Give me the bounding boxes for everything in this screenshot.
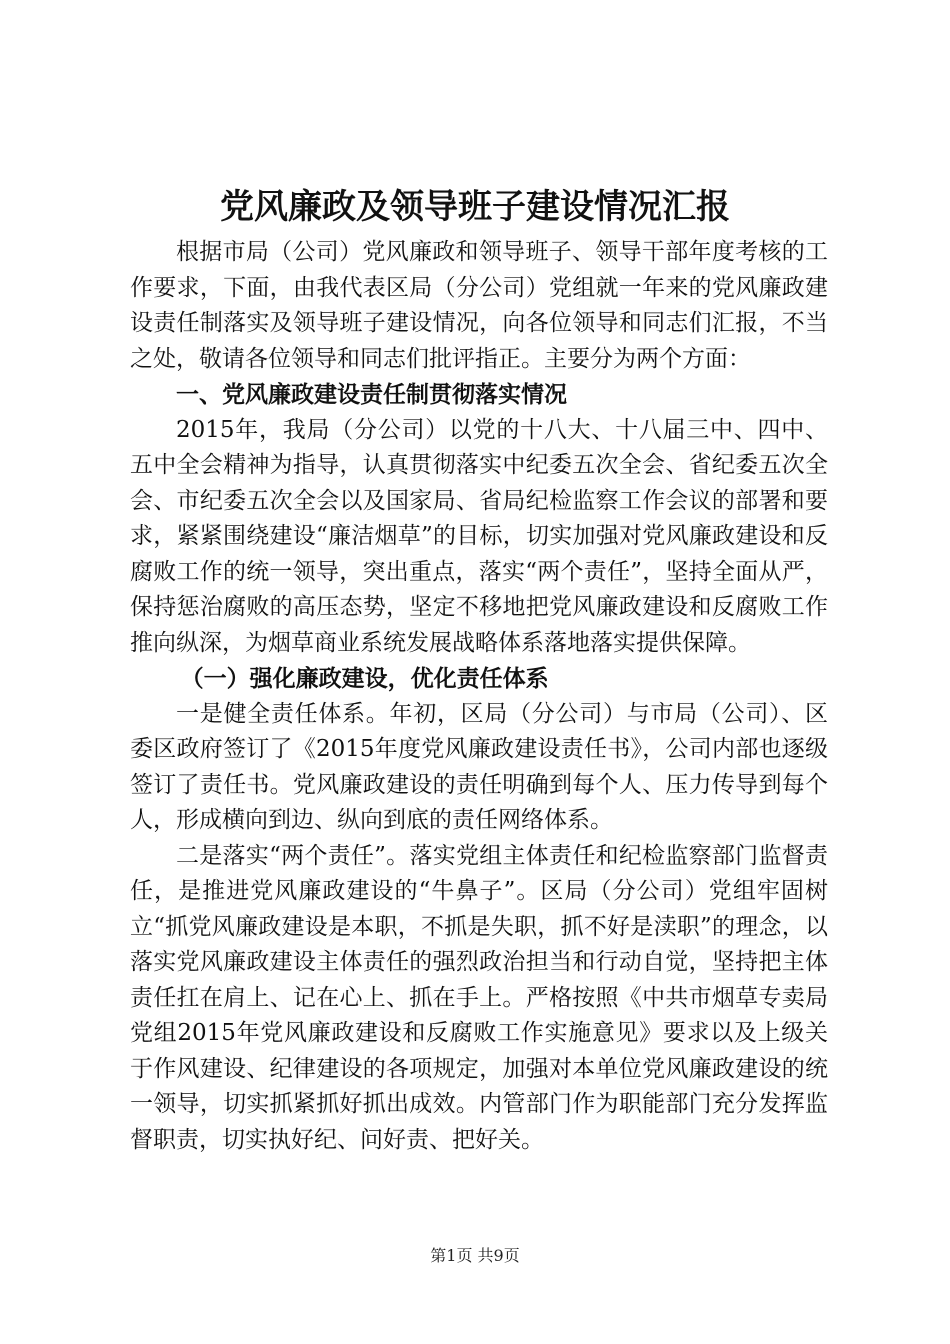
page-footer: 第1页 共9页 xyxy=(430,1246,520,1265)
document-title: 党风廉政及领导班子建设情况汇报 xyxy=(220,187,730,227)
item-one-paragraph: 一是健全责任体系。年初，区局（分公司）与市局（公司）、区委区政府签订了《2015年度党风廉政建设责任书》，公司内部也逐级签订了责任书。党风廉政建设的责任明确到每个人、压力传导到每个人，形成横向到边、纵向到底的责任网络体系。 xyxy=(130,700,828,833)
section-heading-1: 一、党风廉政建设责任制贯彻落实情况 xyxy=(176,381,567,408)
document-body xyxy=(130,235,828,1158)
item-two-paragraph: 二是落实“两个责任”。落实党组主体责任和纪检监察部门监督责任，是推进党风廉政建设的“牛鼻子”。区局（分公司）党组牢固树立“抓党风廉政建设是本职，不抓是失职，抓不好是渎职”的理念，以落实党风廉政建设主体责任的强烈政治担当和行动自觉，坚持把主体责任扛在肩上、记在心上、抓在手上。严格按照《中共市烟草专卖局党组2015年党风廉政建设和反腐败工作实施意见》要求以及上级关于作风建设、纪律建设的各项规定，加强对本单位党风廉政建设的统一领导，切实抓紧抓好抓出成效。内管部门作为职能部门充分发挥监督职责，切实执好纪、问好责、把好关。 xyxy=(130,842,828,1153)
subsection-heading-1: （一）强化廉政建设，优化责任体系 xyxy=(180,665,549,692)
section-1-paragraph: 2015年，我局（分公司）以党的十八大、十八届三中、四中、五中全会精神为指导，认真贯彻落实中纪委五次全会、省纪委五次全会、市纪委五次全会以及国家局、省局纪检监察工作会议的部署和要求，紧紧围绕建设“廉洁烟草”的目标，切实加强对党风廉政建设和反腐败工作的统一领导，突出重点，落实“两个责任”，坚持全面从严，保持惩治腐败的高压态势，坚定不移地把党风廉政建设和反腐败工作推向纵深，为烟草商业系统发展战略体系落地落实提供保障。 xyxy=(130,416,828,656)
intro-paragraph: 根据市局（公司）党风廉政和领导班子、领导干部年度考核的工作要求，下面，由我代表区局（分公司）党组就一年来的党风廉政建设责任制落实及领导班子建设情况，向各位领导和同志们汇报，不当之处，敬请各位领导和同志们批评指正。主要分为两个方面： xyxy=(130,239,828,372)
